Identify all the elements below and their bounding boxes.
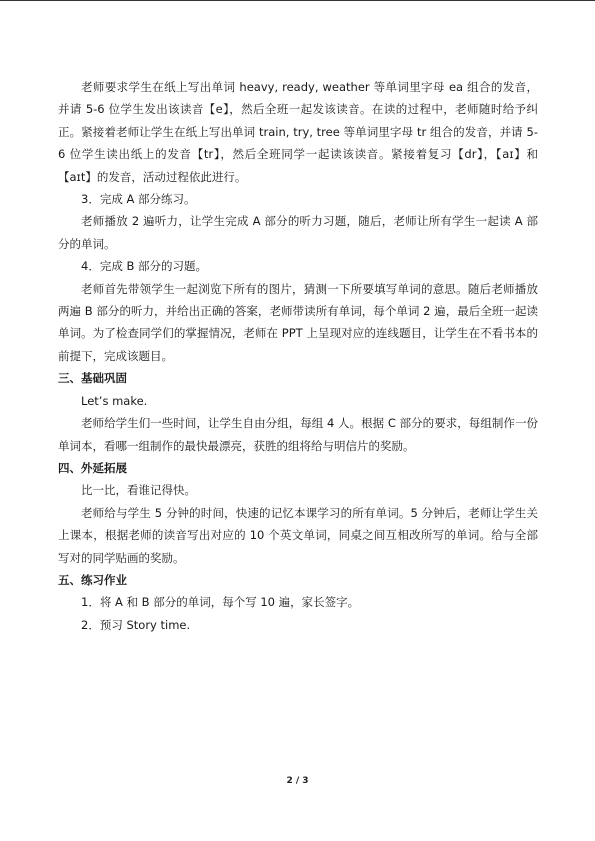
list-item: 2．预习 Story time. xyxy=(81,617,191,632)
list-item: 1．将 A 和 B 部分的单词，每个写 10 遍，家长签字。 xyxy=(81,595,360,610)
paragraph: 老师给与学生 5 分钟的时间，快速的记忆本课学习的所有单词。5 分钟后，老师让学生关上课本，根据老师的读音写出对应的 10 个英文单词，同桌之间互相改所写的单词。给与全部写对的同学贴画的奖励。 xyxy=(58,505,538,565)
paragraph: 比一比，看谁记得快。 xyxy=(81,483,196,498)
header-rule xyxy=(0,0,595,1)
section-heading: 五、练习作业 xyxy=(58,572,127,587)
list-item: 4．完成 B 部分的习题。 xyxy=(81,259,208,274)
list-item: 3．完成 A 部分练习。 xyxy=(81,192,196,207)
paragraph: Let’s make. xyxy=(81,393,148,408)
paragraph: 老师播放 2 遍听力，让学生完成 A 部分的听力习题，随后，老师让所有学生一起读 A 部分的单词。 xyxy=(58,214,538,251)
document-body xyxy=(58,76,538,636)
paragraph: 老师要求学生在纸上写出单词 heavy, ready, weather 等单词里字母 ea 组合的发音，并请 5-6 位学生发出该读音【e】，然后全班一起发该读音。在读的过程中，老师随时给予纠正。紧接着老师让学生在纸上写出单词 train, try, tree 等单词里字母 tr 组合的发音，并请 5-6 位学生读出纸上的发音【tr】，然后全班同学一起读该读音。紧接着复习【dr】，【aɪ】和【aɪt】的发音，活动过程依此进行。 xyxy=(58,80,538,184)
section-heading: 三、基础巩固 xyxy=(58,371,127,386)
paragraph: 老师给学生们一些时间，让学生自由分组，每组 4 人。根据 C 部分的要求，每组制作一份单词本，看哪一组制作的最快最漂亮，获胜的组将给与明信片的奖励。 xyxy=(58,416,538,453)
section-heading: 四、外延拓展 xyxy=(58,460,127,475)
page-number: 2 / 3 xyxy=(286,776,309,786)
paragraph: 老师首先带领学生一起浏览下所有的图片，猜测一下所要填写单词的意思。随后老师播放两遍 B 部分的听力，并给出正确的答案，老师带读所有单词，每个单词 2 遍，最后全班一起读单词。为了检查同学们的掌握情况，老师在 PPT 上呈现对应的连线题目，让学生在不看书本的前提下，完成该题目。 xyxy=(58,281,538,363)
